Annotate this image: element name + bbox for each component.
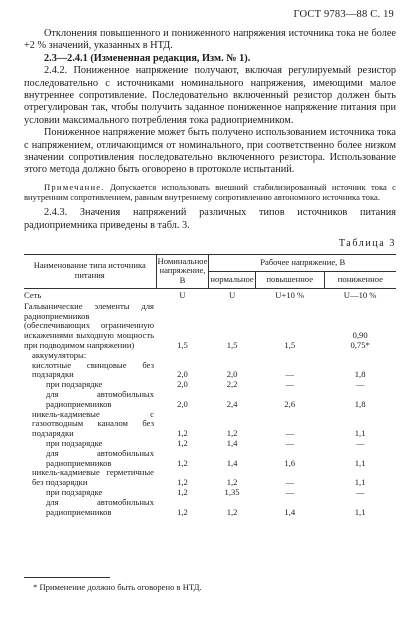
cell-reduced: 1,1 [354,477,366,488]
data-table [24,254,396,518]
cell-reduced: — [355,379,365,390]
table-row [24,468,396,488]
cell-increased [255,351,324,361]
cell-normal: 1,2 [226,506,238,517]
cell-name: кислотные свинцовые без подзарядки [32,359,154,380]
cell-reduced [324,351,396,361]
column-header-group: Рабочее напряжение, В [209,254,396,271]
cell-normal: 1,5 [226,340,238,351]
cell-name: Гальванические элементы для радиоприемников (обеспечивающих ограниченную искажениями выходную мощность при подводимом напряжении) [24,300,154,351]
cell-nominal: 1,2 [177,506,188,517]
document-body [24,28,396,517]
cell-nominal: 2,0 [177,398,188,409]
cell-name: для автомобильных радиоприемников [46,389,154,409]
cell-normal: 1,4 [226,457,238,468]
cell-reduced: 1,8 [354,369,366,380]
table-row [24,302,396,351]
column-header-reduced: пониженное [324,271,396,288]
cell-reduced: — [355,487,365,498]
table-row [24,498,396,518]
cell-normal: U [228,289,236,300]
cell-normal: 1,4 [226,438,238,449]
note-label: Примечание. [44,181,105,192]
cell-increased: — [285,438,295,449]
page-header: ГОСТ 9783—88 С. 19 [293,9,394,20]
paragraph: Отклонения повышенного и пониженного напряжения источника тока не более +2 % значений, указанных в НТД. [24,28,396,52]
cell-normal: 2,2 [226,379,238,390]
paragraph: Пониженное напряжение может быть получено использованием источника тока с напряжением, отличающимся от номинального, при соответственно более низком значении сопротивления последовательно включенного резистора. Использование этого метода должно быть оговорено в протоколе испытаний. [24,127,396,176]
amendment-note: 2.3—2.4.1 (Измененная редакция, Изм. № 1). [44,52,251,64]
cell-name: при подзарядке [46,379,103,390]
table-row [24,288,396,302]
cell-name: никель-кадмиевые с газоотводным каналом без подзарядки [32,408,154,439]
table-row [24,361,396,381]
cell-reduced: 1,1 [354,428,366,439]
cell-nominal: 1,2 [177,438,188,449]
cell-increased: 1,4 [284,506,296,517]
table-row [24,410,396,439]
cell-nominal: 1,2 [177,457,188,468]
cell-nominal [156,351,209,361]
column-header-increased: повышенное [255,271,324,288]
cell-normal [209,351,255,361]
note-text: Допускается использовать внешний стабилизированный источник тока с внутренним сопротивлением, равным внутреннему сопротивлению автономного источника тока. [24,181,396,203]
cell-increased: — [285,379,295,390]
footnote-divider [24,577,110,578]
note-paragraph [24,182,396,202]
cell-increased: — [285,369,295,380]
cell-increased: 2,6 [284,398,296,409]
cell-increased: — [285,428,295,439]
cell-increased: 1,6 [284,457,296,468]
cell-name: для автомобильных радиоприемников [46,496,154,517]
table-caption: Таблица 3 [338,238,396,250]
column-header-nominal: Номинальное напряжение, В [156,254,209,288]
cell-name: при подзарядке [46,487,103,498]
paragraph: 2.4.3. Значения напряжений различных типов источников питания радиоприемника приведены в табл. 3. [24,207,396,231]
cell-reduced: 0,90 0,75* [350,330,370,351]
cell-normal: 2,0 [226,369,238,380]
column-header-normal: нормальное [209,271,255,288]
cell-nominal: 1,2 [177,487,188,498]
cell-normal: 2,4 [226,398,238,409]
cell-increased: — [285,477,295,488]
cell-normal: 1,35 [224,487,240,498]
cell-reduced: 1,8 [354,398,366,409]
cell-nominal: 2,0 [177,379,188,390]
cell-name: для автомобильных радиоприемников [46,447,154,468]
cell-reduced: — [355,438,365,449]
cell-name: аккумуляторы: [32,349,87,360]
cell-reduced: U—10 % [343,289,377,300]
cell-reduced: 1,1 [354,457,366,468]
table-row [24,390,396,410]
column-header-name: Наименование типа источника питания [24,254,156,288]
cell-name: при подзарядке [46,438,103,449]
cell-nominal: 1,2 [177,477,188,488]
cell-nominal: 1,5 [177,340,188,351]
cell-nominal: 1,2 [177,428,188,439]
cell-increased: — [285,487,295,498]
table-row [24,449,396,469]
cell-nominal: U [179,289,186,300]
cell-normal: 1,2 [226,428,238,439]
cell-name: Сеть [24,289,42,300]
footnote: * Применение должно быть оговорено в НТД. [33,582,202,592]
cell-normal: 1,2 [226,477,238,488]
cell-increased: U+10 % [275,289,305,300]
cell-reduced: 1,1 [354,506,366,517]
cell-increased: 1,5 [284,340,296,351]
cell-nominal: 2,0 [177,369,188,380]
cell-name: никель-кадмиевые герметичные без подзарядки [32,467,154,488]
paragraph: 2.4.2. Пониженное напряжение получают, включая регулируемый резистор последовательно с источниками номинального напряжения, имеющими малое внутреннее сопротивление. Последовательно включенный резистор должен быть отрегулирован так, чтобы получить заданное пониженное напряжение питания при условии максимального потребления тока радиоприемником. [24,65,396,126]
